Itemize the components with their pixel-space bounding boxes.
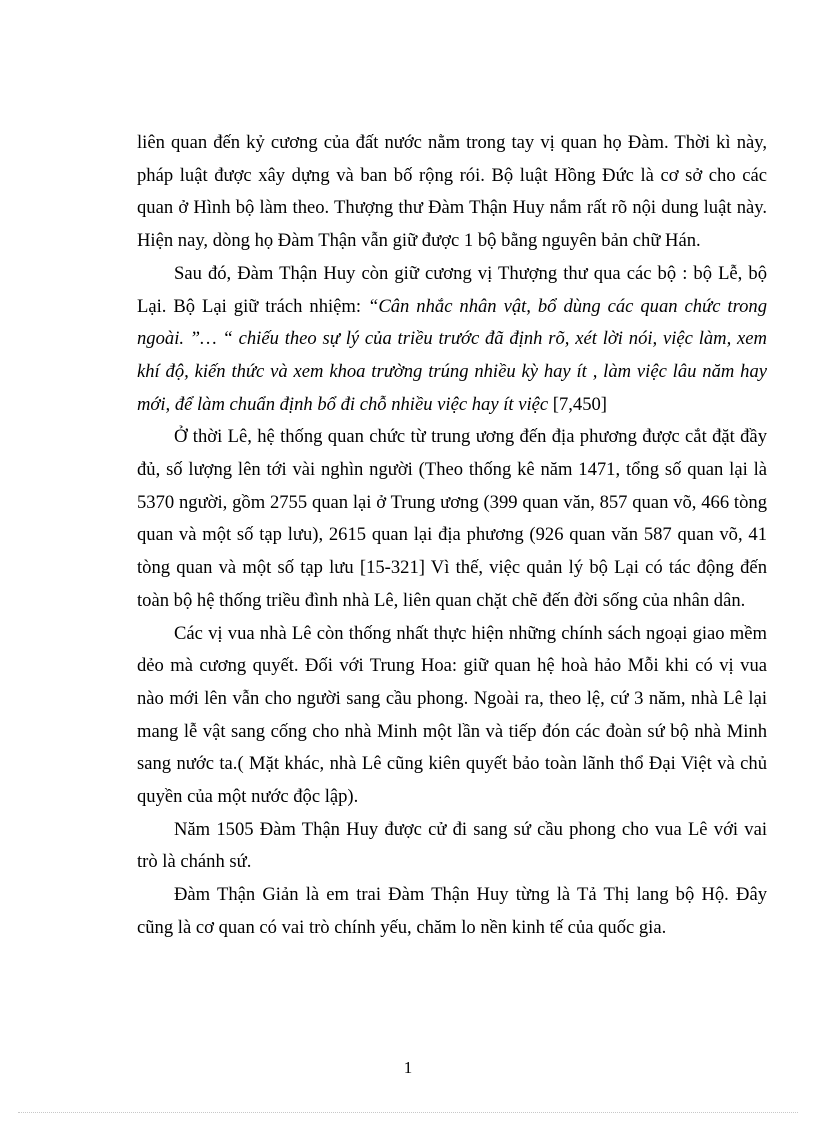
paragraph-3: Ở thời Lê, hệ thống quan chức từ trung ương đến địa phương được cắt đặt đầy đủ, số lượng lên tới vài nghìn người (Theo thống kê năm 1471, tổng số quan lại là 5370 người, gồm 2755 quan lại ở Trung ương (399 quan văn, 857 quan võ, 466 tòng quan và một số tạp lưu), 2615 quan lại địa phương (926 quan văn 587 quan võ, 41 tòng quan và một số tạp lưu [15-321] Vì thế, việc quản lý bộ Lại có tác động đến toàn bộ hệ thống triều đình nhà Lê, liên quan chặt chẽ đến đời sống của nhân dân. [137, 426, 767, 611]
paragraph-6: Đàm Thận Giản là em trai Đàm Thận Huy từng là Tả Thị lang bộ Hộ. Đây cũng là cơ quan có vai trò chính yếu, chăm lo nền kinh tế của quốc gia. [137, 884, 767, 938]
paragraph-2-citation: [7,450] [548, 393, 607, 415]
paragraph-2-quote: “Cân nhắc nhân vật, bổ dùng các quan chức trong ngoài. ”… “ chiếu theo sự lý của triều trước đã định rõ, xét lời nói, việc làm, xem khí độ, kiến thức và xem khoa trường trúng nhiều kỳ hay ít , làm việc lâu năm hay mới, để làm chuẩn định bổ đi chỗ nhiều việc hay ít việc [137, 295, 768, 415]
body-text [137, 127, 767, 945]
paragraph-1: liên quan đến kỷ cương của đất nước nằm trong tay vị quan họ Đàm. Thời kì này, pháp luật được xây dựng và ban bố rộng rói. Bộ luật Hồng Đức là cơ sở cho các quan ở Hình bộ làm theo. Thượng thư Đàm Thận Huy nắm rất rõ nội dung luật này. Hiện nay, dòng họ Đàm Thận vẫn giữ được 1 bộ bằng nguyên bản chữ Hán. [137, 132, 767, 252]
paragraph-2 [137, 258, 767, 422]
page-bottom-border [18, 1112, 798, 1113]
paragraph-4: Các vị vua nhà Lê còn thống nhất thực hiện những chính sách ngoại giao mềm dẻo mà cương quyết. Đối với Trung Hoa: giữ quan hệ hoà hảo Mỗi khi có vị vua nào mới lên vẫn cho người sang cầu phong. Ngoài ra, theo lệ, cứ 3 năm, nhà Lê lại mang lễ vật sang cống cho nhà Minh một lần và tiếp đón các đoàn sứ bộ nhà Minh sang nước ta.( Mặt khác, nhà Lê cũng kiên quyết bảo toàn lãnh thổ Đại Việt và chủ quyền của một nước độc lập). [137, 622, 767, 808]
page-number: 1 [403, 1058, 413, 1077]
paragraph-2-intro: Sau đó, Đàm Thận Huy còn giữ cương vị Thượng thư qua các bộ : bộ Lễ, bộ Lại. Bộ Lại giữ trách nhiệm: [137, 262, 767, 317]
paragraph-5: Năm 1505 Đàm Thận Huy được cử đi sang sứ cầu phong cho vua Lê với vai trò là chánh sứ. [137, 818, 767, 873]
